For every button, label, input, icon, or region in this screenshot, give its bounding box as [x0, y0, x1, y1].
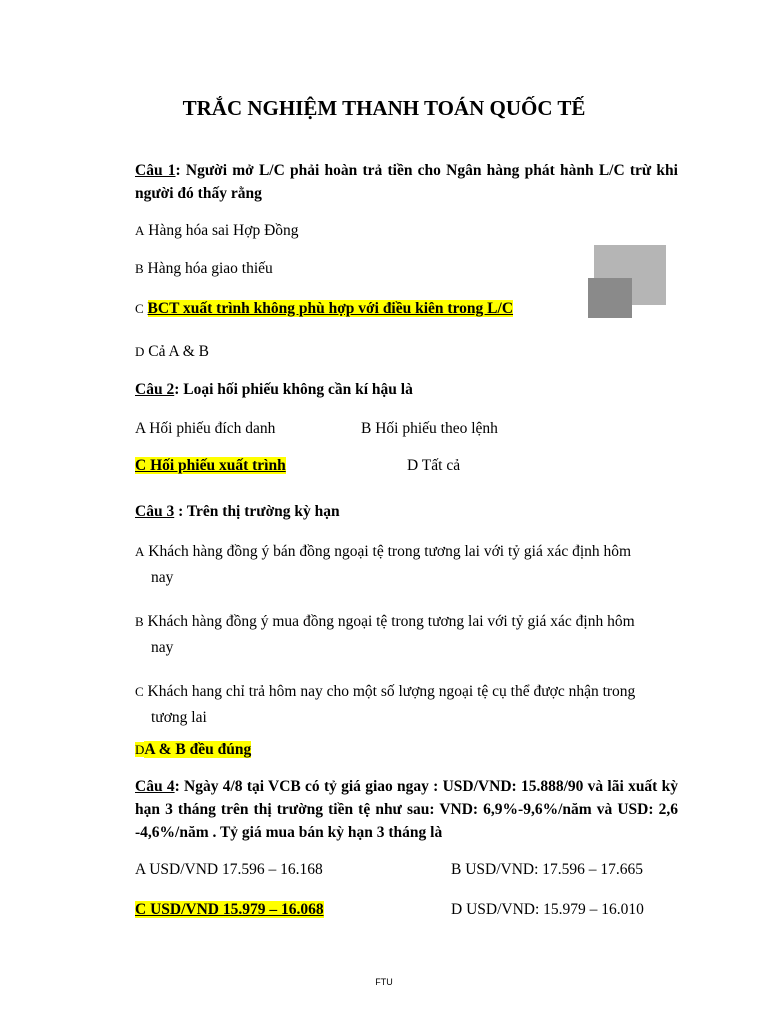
option-text-continued: tương lai — [151, 709, 207, 726]
q4-option-d: D USD/VND: 15.979 – 16.010 — [451, 901, 644, 918]
option-letter: A — [135, 223, 145, 238]
q2-option-a: A Hối phiếu đích danh — [135, 420, 276, 437]
q2-option-d: D Tất cả — [407, 457, 461, 474]
decorative-square-dark — [588, 278, 632, 318]
q2-option-b: B Hối phiếu theo lệnh — [361, 420, 498, 437]
page-footer: FTU — [375, 977, 393, 987]
question-1 — [135, 159, 678, 205]
option-text-highlighted: C Hối phiếu xuất trình — [135, 457, 286, 474]
question-number: Câu 4 — [135, 778, 175, 795]
question-text: : Ngày 4/8 tại VCB có tỷ giá giao ngay : USD/VND: 15.888/90 và lãi xuất kỳ hạn 3 tháng trên thị trường tiền tệ như sau: VND: 6,9%-9,6%/năm và USD: 2,6 -4,6%/năm . Tỷ giá mua bán kỳ hạn 3 tháng là — [135, 778, 678, 841]
question-number: Câu 3 — [135, 503, 175, 520]
option-text-continued: nay — [151, 639, 174, 656]
option-letter: C — [135, 301, 144, 316]
q3-option-b — [135, 609, 678, 661]
q4-option-a: A USD/VND 17.596 – 16.168 — [135, 861, 323, 878]
option-letter: B — [135, 261, 144, 276]
question-4 — [135, 775, 678, 844]
option-letter: B — [135, 614, 144, 629]
option-text: Cả A & B — [144, 343, 209, 360]
option-text: Hàng hóa sai Hợp Đồng — [144, 222, 299, 239]
option-text-continued: nay — [151, 569, 174, 586]
option-letter: C — [135, 684, 144, 699]
question-2 — [135, 378, 678, 401]
question-text: : Người mở L/C phải hoàn trả tiền cho Ngân hàng phát hành L/C trừ khi người đó thấy rằng — [135, 162, 678, 202]
question-text: : Loại hối phiếu không cần kí hậu là — [174, 381, 413, 398]
document-title: TRẮC NGHIỆM THANH TOÁN QUỐC TẾ — [182, 96, 586, 120]
option-text: Hàng hóa giao thiếu — [143, 260, 273, 277]
option-letter: A — [135, 544, 145, 559]
option-letter: D — [135, 742, 145, 757]
q4-option-c — [135, 897, 324, 923]
q2-option-c — [135, 453, 286, 479]
option-text: Khách hàng đồng ý bán đồng ngoại tệ trong tương lai với tỷ giá xác định hôm — [144, 543, 632, 560]
option-letter: D — [135, 344, 145, 359]
question-number: Câu 2 — [135, 381, 175, 398]
option-text-highlighted: BCT xuất trình không phù hợp với điều kiên trong L/C — [147, 300, 514, 317]
q1-option-a — [135, 218, 678, 244]
option-text-highlighted: C USD/VND 15.979 – 16.068 — [135, 901, 324, 918]
q1-option-d — [135, 339, 678, 365]
q3-option-a — [135, 539, 678, 591]
q4-option-b: B USD/VND: 17.596 – 17.665 — [451, 861, 644, 878]
question-number: Câu 1 — [135, 162, 176, 179]
q3-option-c — [135, 679, 678, 731]
option-text: Khách hàng đồng ý mua đồng ngoại tệ trong tương lai với tỷ giá xác định hôm — [143, 613, 635, 630]
option-text: Khách hang chỉ trả hôm nay cho một số lượng ngoại tệ cụ thể được nhận trong — [143, 683, 636, 700]
option-text-highlighted: A & B đều đúng — [144, 741, 252, 758]
question-text: : Trên thị trường kỳ hạn — [174, 503, 340, 520]
question-3 — [135, 500, 678, 523]
q3-option-d — [135, 737, 678, 763]
